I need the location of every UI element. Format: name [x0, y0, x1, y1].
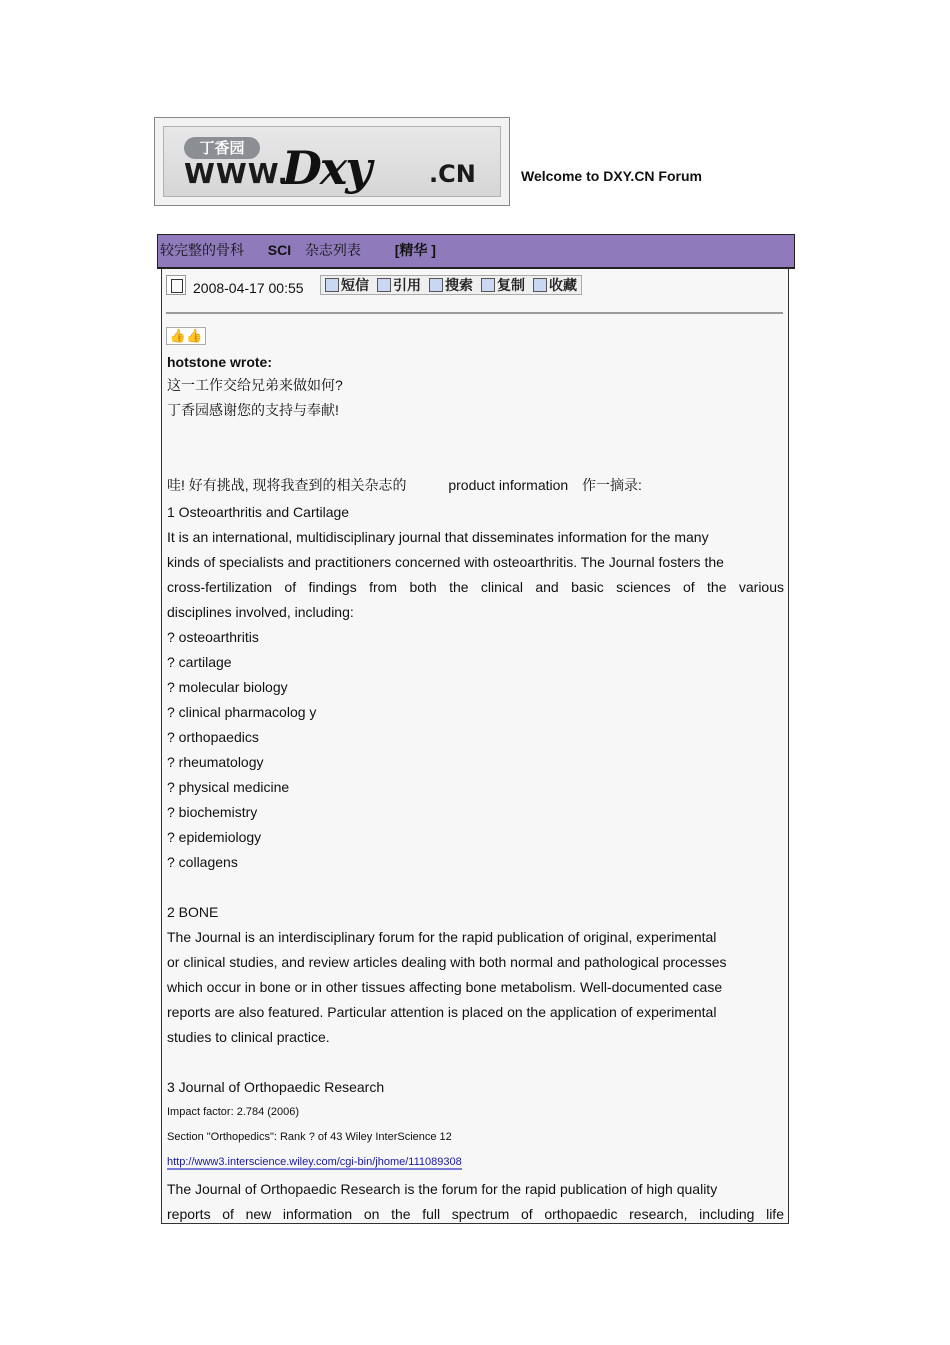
quote-icon — [377, 278, 391, 292]
post-toolbar — [166, 275, 596, 297]
intro-line — [167, 473, 784, 498]
journal-title: 2 BONE — [167, 904, 219, 920]
list-item: ? rheumatology — [167, 754, 264, 770]
site-logo[interactable] — [154, 117, 510, 206]
journal-link-line — [167, 1150, 784, 1175]
intro-c: 作一摘录: — [581, 477, 642, 493]
favorite-label: 收藏 — [549, 277, 577, 293]
journal-desc: kinds of specialists and practitioners concerned with osteoarthritis. The Journal fosters the — [167, 554, 724, 570]
search-label: 搜索 — [445, 277, 473, 293]
list-item: ? osteoarthritis — [167, 629, 259, 645]
quote-label: 引用 — [393, 277, 421, 293]
section-rank: Section "Orthopedics": Rank ? of 43 Wiley InterScience 12 — [167, 1131, 452, 1143]
journal-title: 1 Osteoarthritis and Cartilage — [167, 504, 350, 520]
journal-desc: The Journal of Orthopaedic Research is the forum for the rapid publication of high quality — [167, 1181, 718, 1197]
quote-line: 丁香园感谢您的支持与奉献! — [167, 402, 339, 418]
logo-www: WWW. — [184, 157, 290, 190]
sms-label: 短信 — [341, 277, 369, 293]
journal-desc: cross-fertilization of findings from both the clinical and basic sciences of the various — [167, 579, 784, 595]
list-item: ? physical medicine — [167, 779, 290, 795]
journal-desc: studies to clinical practice. — [167, 1029, 330, 1045]
post-body — [167, 351, 784, 1224]
welcome-text: Welcome to DXY.CN Forum — [521, 168, 702, 184]
copy-button[interactable] — [477, 276, 529, 294]
sms-button[interactable] — [321, 276, 373, 294]
list-item: ? orthopaedics — [167, 729, 259, 745]
search-button[interactable] — [425, 276, 477, 294]
post-date: 2008-04-17 00:55 — [193, 280, 304, 296]
post-content — [161, 269, 789, 1224]
journal-desc: which occur in bone or in other tissues affecting bone metabolism. Well-documented case — [167, 979, 723, 995]
favorite-icon — [533, 278, 547, 292]
list-item: ? molecular biology — [167, 679, 288, 695]
list-item: ? clinical pharmacolog y — [167, 704, 317, 720]
journal-desc: The Journal is an interdisciplinary forum for the rapid publication of original, experimental — [167, 929, 717, 945]
list-item: ? epidemiology — [167, 829, 262, 845]
impact-factor: Impact factor: 2.784 (2006) — [167, 1106, 300, 1118]
journal-title: 3 Journal of Orthopaedic Research — [167, 1079, 385, 1095]
thread-title-bar — [157, 234, 795, 269]
favorite-button[interactable] — [529, 276, 581, 294]
search-icon — [429, 278, 443, 292]
thumbs-up-icon: 👍👍 — [166, 327, 206, 345]
journal-desc: reports of new information on the full spectrum of orthopaedic research, including life — [167, 1206, 784, 1222]
logo-dxy: Dxy — [282, 141, 371, 195]
list-item: ? biochemistry — [167, 804, 258, 820]
title-sci: SCI — [267, 242, 292, 258]
journal-desc: It is an international, multidisciplinary journal that disseminates information for the many — [167, 529, 709, 545]
logo-cn: .CN — [429, 160, 476, 188]
quote-button[interactable] — [373, 276, 425, 294]
journal-desc: disciplines involved, including: — [167, 604, 354, 620]
author-line: hotstone wrote: — [167, 354, 272, 370]
post-tools — [320, 275, 582, 295]
logo-image — [163, 126, 501, 197]
list-item: ? cartilage — [167, 654, 232, 670]
sms-icon — [325, 278, 339, 292]
journal-desc: or clinical studies, and review articles dealing with both normal and pathological processes — [167, 954, 727, 970]
divider — [166, 312, 783, 314]
copy-label: 复制 — [497, 277, 525, 293]
quote-line: 这一工作交给兄弟来做如何? — [167, 377, 343, 393]
copy-icon — [481, 278, 495, 292]
intro-a: 哇! 好有挑战, 现将我查到的相关杂志的 — [167, 477, 407, 493]
post-icon — [166, 275, 186, 295]
title-tag: [精华 ] — [394, 242, 436, 258]
title-part1: 较完整的骨科 — [160, 242, 244, 258]
intro-b: product information — [448, 477, 569, 493]
journal-desc: reports are also featured. Particular attention is placed on the application of experimental — [167, 1004, 717, 1020]
list-item: ? collagens — [167, 854, 238, 870]
title-part3: 杂志列表 — [304, 242, 361, 258]
logo-badge: 丁香园 — [184, 137, 260, 159]
journal-link[interactable]: http://www3.interscience.wiley.com/cgi-bin/jhome/111089308 — [167, 1156, 462, 1168]
